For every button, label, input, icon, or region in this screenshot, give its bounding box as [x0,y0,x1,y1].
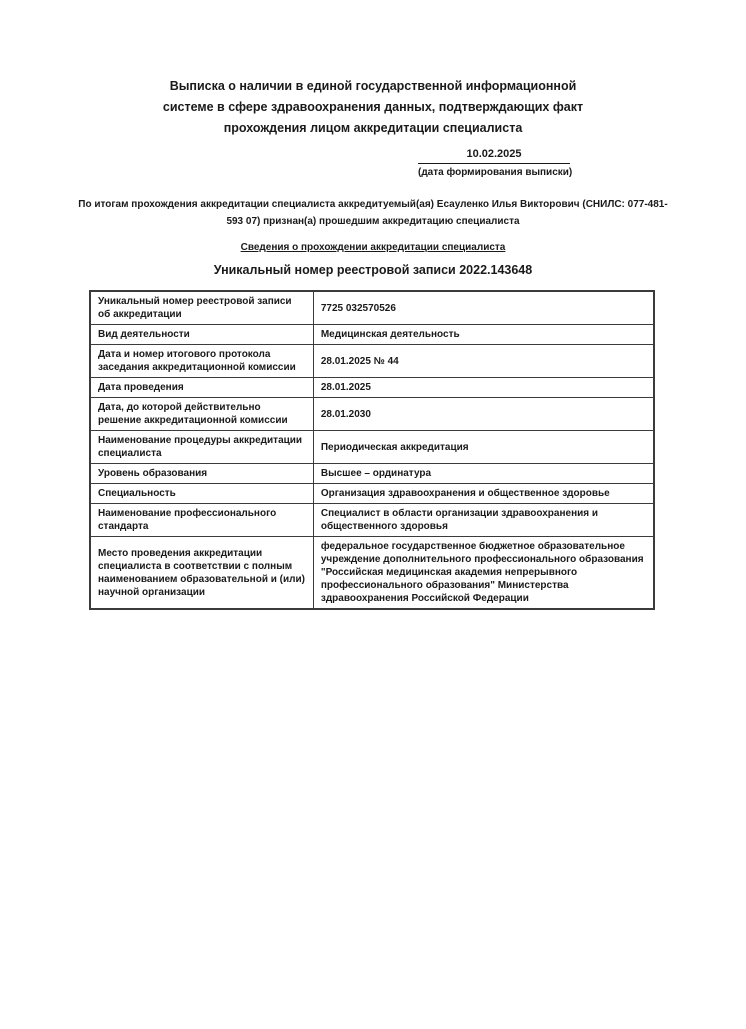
table-row [90,431,654,464]
row-label: Вид деятельности [90,325,313,345]
table-row [90,504,654,537]
row-value: 28.01.2030 [313,398,654,431]
table-row [90,378,654,398]
row-value: 7725 032570526 [313,291,654,325]
section-heading: Сведения о прохождении аккредитации специалиста [240,242,506,253]
intro-line: 593 07) признан(а) прошедшим аккредитацию специалиста [226,216,520,227]
table-row [90,291,654,325]
intro-paragraph [0,196,746,230]
table-row [90,537,654,610]
document-title-line: системе в сфере здравоохранения данных, подтверждающих факт [162,100,584,114]
accreditation-table [89,290,655,610]
row-label: Дата проведения [90,378,313,398]
row-label: Наименование процедуры аккредитации специалиста [90,431,313,464]
row-value: федеральное государственное бюджетное образовательное учреждение дополнительного профессионального образования "Российская медицинская академия непрерывного профессионального образования" Министерства здравоохранения Российской Федерации [313,537,654,610]
row-label: Дата, до которой действительно решение аккредитационной комиссии [90,398,313,431]
row-label: Дата и номер итогового протокола заседания аккредитационной комиссии [90,345,313,378]
row-label: Наименование профессионального стандарта [90,504,313,537]
row-value: Периодическая аккредитация [313,431,654,464]
row-label: Уровень образования [90,464,313,484]
extract-date: 10.02.2025 [418,148,570,164]
intro-line: По итогам прохождения аккредитации специалиста аккредитуемый(ая) Есауленко Илья Викторович (СНИЛС: 077-481- [78,199,668,210]
row-value: Высшее – ординатура [313,464,654,484]
document-title-line: Выписка о наличии в единой государственной информационной [169,79,577,93]
table-row [90,325,654,345]
row-value: 28.01.2025 [313,378,654,398]
document-title-line: прохождения лицом аккредитации специалиста [223,121,523,135]
row-value: Организация здравоохранения и общественное здоровье [313,484,654,504]
row-label: Специальность [90,484,313,504]
table-row [90,464,654,484]
extract-date-block [418,148,573,179]
row-value: Медицинская деятельность [313,325,654,345]
row-label: Место проведения аккредитации специалиста в соответствии с полным наименованием образовательной и (или) научной организации [90,537,313,610]
extract-date-label: (дата формирования выписки) [418,167,573,178]
row-value: 28.01.2025 № 44 [313,345,654,378]
table-row [90,398,654,431]
row-value: Специалист в области организации здравоохранения и общественного здоровья [313,504,654,537]
document-title [0,76,746,139]
registry-number-heading: Уникальный номер реестровой записи 2022.143648 [213,263,533,277]
table-row [90,345,654,378]
table-row [90,484,654,504]
row-label: Уникальный номер реестровой записи об аккредитации [90,291,313,325]
